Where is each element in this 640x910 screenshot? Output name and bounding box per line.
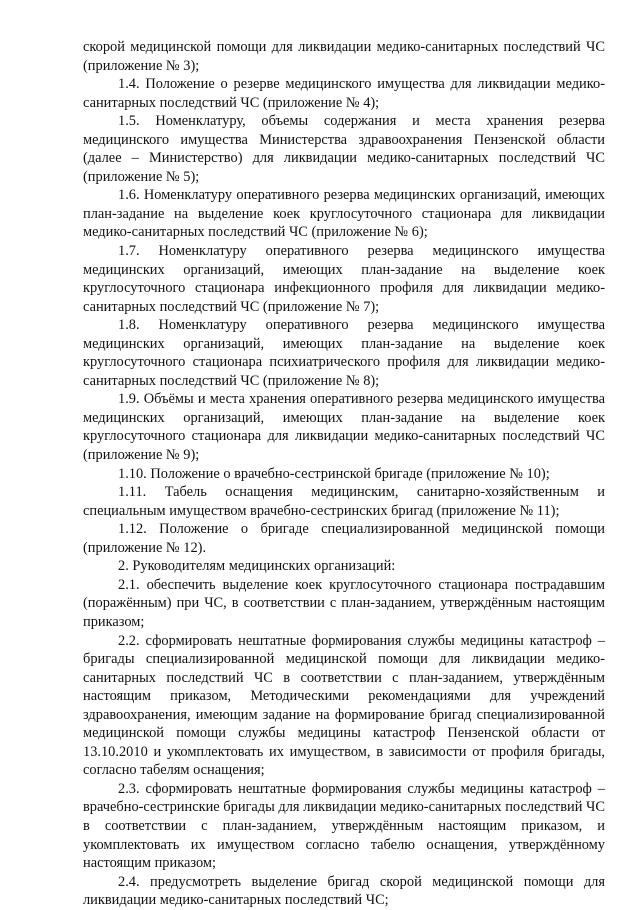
paragraph-1-9: 1.9. Объёмы и места хранения оперативного резерва медицинского имущества медицинских организаций, имеющих план-задание на выделение коек круглосуточного стационара для ликвидации медико-санитарных последствий ЧС (приложение № 9); [83,391,605,464]
paragraph-2: 2. Руководителям медицинских организаций: [118,558,396,575]
paragraph-1-10: 1.10. Положение о врачебно-сестринской бригаде (приложение № 10); [118,465,550,482]
paragraph-1-11: 1.11. Табель оснащения медицинским, санитарно-хозяйственным и специальным имуществом врачебно-сестринских бригад (приложение № 11); [83,484,605,519]
paragraph-continuation: скорой медицинской помощи для ликвидации медико-санитарных последствий ЧС (приложение № 3); [83,39,605,74]
paragraph-2-3: 2.3. сформировать нештатные формирования службы медицины катастроф – врачебно-сестринские бригады для ликвидации медико-санитарных последствий ЧС в соответствии с план-заданием, утверждённым настоящим приказом, и укомплектовать их имуществом согласно табелю оснащения, утверждённому настоящим приказом; [83,780,605,872]
paragraph-1-6: 1.6. Номенклатуру оперативного резерва медицинских организаций, имеющих план-задание на выделение коек круглосуточного стационара для ликвидации медико-санитарных последствий ЧС (приложение № 6); [83,187,605,241]
paragraph-2-4: 2.4. предусмотреть выделение бригад скорой медицинской помощи для ликвидации медико-санитарных последствий ЧС; [83,873,605,909]
paragraph-1-7: 1.7. Номенклатуру оперативного резерва медицинского имущества медицинских организаций, имеющих план-задание на выделение коек круглосуточного стационара инфекционного профиля для ликвидации медико-санитарных последствий ЧС (приложение № 7); [83,243,605,315]
paragraph-1-8: 1.8. Номенклатуру оперативного резерва медицинского имущества медицинских организаций, имеющих план-задание на выделение коек круглосуточного стационара психиатрического профиля для ликвидации медико-санитарных последствий ЧС (приложение № 8); [83,317,605,389]
paragraph-2-2: 2.2. сформировать нештатные формирования службы медицины катастроф – бригады специализированной медицинской помощи для ликвидации медико-санитарных последствий ЧС в соответствии с план-заданием, утверждённым настоящим приказом, Методическими рекомендациями для учреждений здравоохранения, имеющим задание на формирование бригад специализированной медицинской помощи службы медицины катастроф Пензенской области от 13.10.2010 и укомплектовать их имуществом, в зависимости от профиля бригады, согласно табелям оснащения; [83,632,605,779]
paragraph-1-12: 1.12. Положение о бригаде специализированной медицинской помощи (приложение № 12). [83,521,605,556]
paragraph-2-1: 2.1. обеспечить выделение коек круглосуточного стационара пострадавшим (поражённым) при ЧС, в соответствии с план-заданием, утверждённым настоящим приказом; [83,576,605,630]
document-page [83,38,605,910]
paragraph-1-5: 1.5. Номенклатуру, объемы содержания и места хранения резерва медицинского имущества Министерства здравоохранения Пензенской области (далее – Министерство) для ликвидации медико-санитарных последствий ЧС (приложение № 5); [83,113,605,185]
paragraph-1-4: 1.4. Положение о резерве медицинского имущества для ликвидации медико-санитарных последствий ЧС (приложение № 4); [83,76,605,111]
